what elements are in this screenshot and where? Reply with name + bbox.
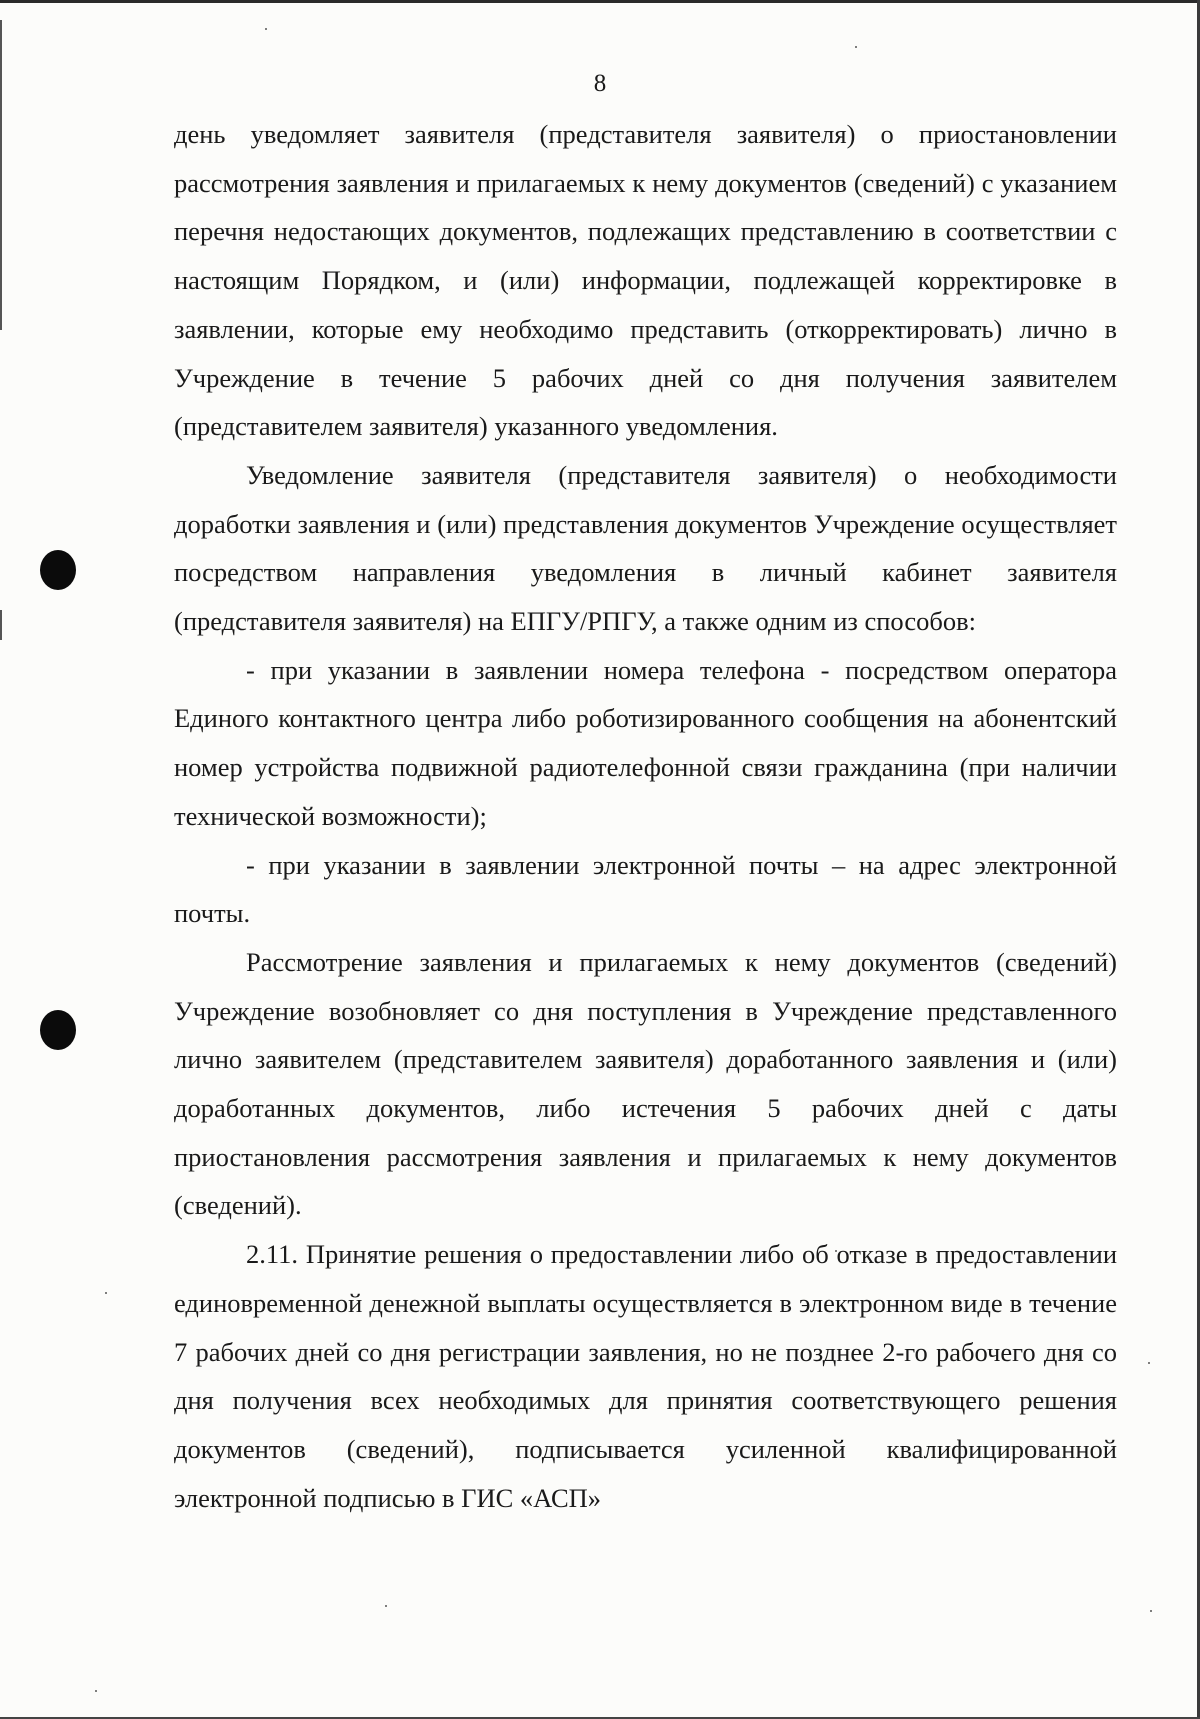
scan-speck (105, 1292, 107, 1294)
scan-speck (1148, 1362, 1150, 1364)
punch-hole (40, 1010, 76, 1050)
scan-speck (385, 1605, 387, 1607)
punch-hole (40, 550, 76, 590)
list-item: - при указании в заявлении электронной почты – на адрес электронной почты. (174, 849, 1117, 929)
scan-left-edge-mark (0, 20, 2, 330)
scan-top-edge (0, 0, 1200, 3)
body-text (174, 110, 1117, 1522)
page-number: 8 (593, 70, 607, 97)
paragraph: день уведомляет заявителя (представителя заявителя) о приостановлении рассмотрения заявления и прилагаемых к нему документов (сведений) с указанием перечня недостающих документов, подлежащих представлению в соответствии с настоящим Порядком, и (или) информации, подлежащей корректировке в заявлении, которые ему необходимо представить (откорректировать) лично в Учреждение в течение 5 рабочих дней со дня получения заявителем (представителем заявителя) указанного уведомления. (174, 119, 1117, 442)
scan-speck (265, 28, 267, 30)
scan-speck (95, 1690, 97, 1692)
scan-speck (855, 46, 857, 48)
paragraph: Рассмотрение заявления и прилагаемых к нему документов (сведений) Учреждение возобновляет со дня поступления в Учреждение представленного лично заявителем (представителем заявителя) доработанного заявления и (или) доработанных документов, либо истечения 5 рабочих дней с даты приостановления рассмотрения заявления и прилагаемых к нему документов (сведений). (174, 946, 1117, 1221)
paragraph: 2.11. Принятие решения о предоставлении либо об отказе в предоставлении единовременной денежной выплаты осуществляется в электронном виде в течение 7 рабочих дней со дня регистрации заявления, но не позднее 2-го рабочего дня со дня получения всех необходимых для принятия соответствующего решения документов (сведений), подписывается усиленной квалифицированной электронной подписью в ГИС «АСП» (174, 1239, 1117, 1513)
paragraph: Уведомление заявителя (представителя заявителя) о необходимости доработки заявления и (или) представления документов Учреждение осуществляет посредством направления уведомления в личный кабинет заявителя (представителя заявителя) на ЕПГУ/РПГУ, а также одним из способов: (174, 459, 1117, 637)
scan-speck (1150, 1610, 1152, 1612)
list-item: - при указании в заявлении номера телефона - посредством оператора Единого контактного центра либо роботизированного сообщения на абонентский номер устройства подвижной радиотелефонной связи гражданина (при наличии технической возможности); (174, 654, 1117, 831)
scan-left-edge-mark (0, 610, 2, 640)
